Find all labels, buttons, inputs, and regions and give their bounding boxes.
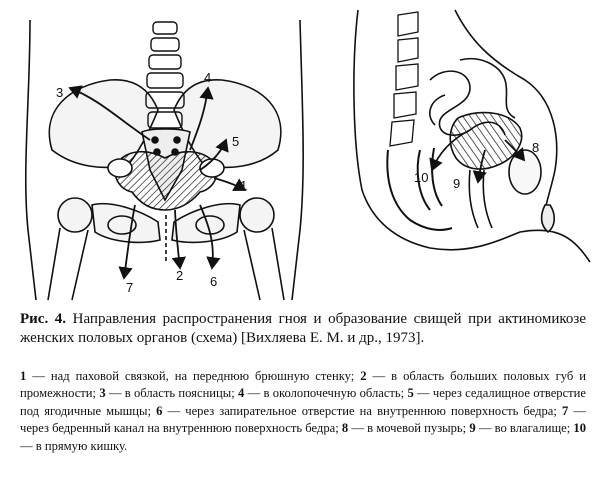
legend-item: 2 — в область больших половых губ и промежности; — [20, 369, 587, 401]
legend-item-text: через бедренный канал на внутреннюю поверхность бедра; — [20, 421, 339, 436]
legend-item-number: 9 — [469, 421, 476, 436]
legend-item-text: в околопочечную область; — [263, 386, 405, 401]
legend-item-text: в мочевой пузырь; — [367, 421, 467, 436]
legend-item-text: над паховой связкой, на переднюю брюшную стенку; — [50, 369, 355, 383]
legend-item: 10 — в прямую кишку. — [20, 421, 587, 453]
label-4: 4 — [204, 70, 212, 85]
legend-item-text: в область поясницы; — [124, 386, 235, 401]
legend-item: 8 — в мочевой пузырь; — [341, 421, 467, 436]
legend-item-number: 1 — [20, 369, 27, 383]
legend-item: 4 — в околопочечную область; — [238, 386, 405, 401]
legend-item-number: 5 — [407, 386, 414, 401]
label-7: 7 — [126, 280, 134, 295]
label-8: 8 — [532, 140, 540, 155]
legend-item: 1 — над паховой связкой, на переднюю брюшную стенку; — [20, 369, 355, 383]
label-1: 1 — [240, 178, 248, 193]
legend-item-number: 6 — [156, 403, 163, 418]
legend-item: 7 — через бедренный канал на внутреннюю поверхность бедра; — [20, 403, 587, 436]
label-10: 10 — [414, 170, 429, 185]
figure-legend — [20, 368, 586, 455]
label-9: 9 — [453, 176, 461, 191]
label-3: 3 — [56, 85, 64, 100]
legend-item: 3 — в область поясницы; — [99, 386, 235, 401]
legend-item-text: во влагалище; — [494, 421, 571, 436]
caption-figure-number: Рис. 4. — [20, 311, 67, 327]
label-2: 2 — [176, 268, 184, 283]
legend-item-number: 3 — [99, 386, 106, 401]
legend-item-text: через седалищное отверстие под ягодичные мышцы; — [20, 386, 587, 418]
legend-item: 9 — во влагалище; — [469, 421, 571, 436]
legend-item: 5 — через седалищное отверстие под ягодичные мышцы; — [20, 386, 587, 418]
label-6: 6 — [210, 274, 218, 289]
legend-item-text: в область больших половых губ и промежности; — [20, 369, 587, 401]
label-5: 5 — [232, 134, 240, 149]
legend-item-text: в прямую кишку. — [35, 438, 128, 453]
pelvis-front-view — [26, 20, 303, 300]
legend-item-number: 2 — [360, 369, 367, 383]
legend-item-number: 7 — [562, 403, 569, 418]
legend-item-number: 8 — [341, 421, 349, 436]
caption-text: Направления распространения гноя и образование свищей при актиномикозе женских половых органов (схема) [Вихляева Е. М. и др., 1973]. — [20, 311, 586, 346]
legend-item-text: через запирательное отверстие на внутреннюю поверхность бедра; — [185, 403, 557, 418]
legend-item-number: 10 — [573, 421, 587, 436]
legend-item: 6 — через запирательное отверстие на внутреннюю поверхность бедра; — [156, 403, 557, 418]
legend-item-number: 4 — [238, 386, 245, 401]
pelvis-sagittal-view — [354, 10, 590, 262]
figure-caption — [20, 310, 586, 348]
